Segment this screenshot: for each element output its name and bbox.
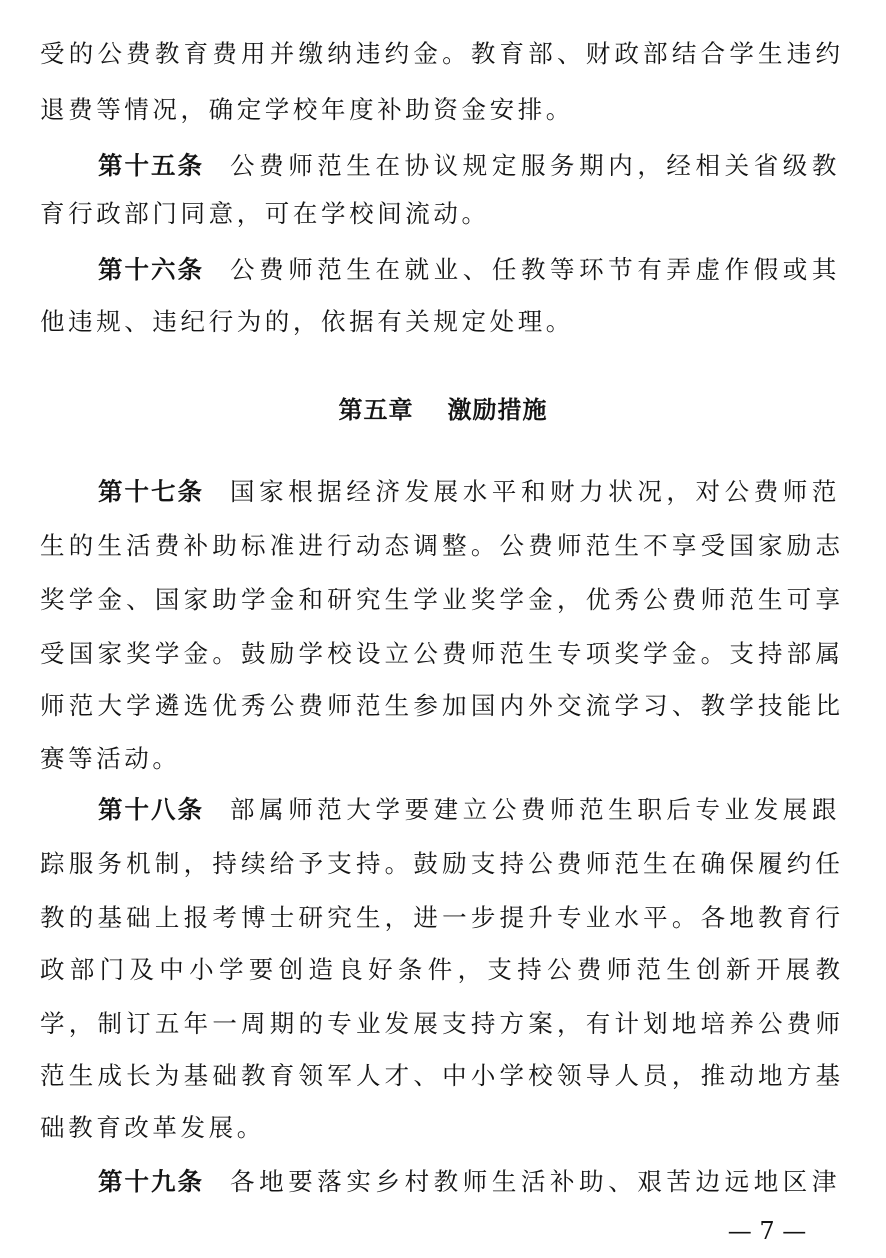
text-line: 教的基础上报考博士研究生，进一步提升专业水平。各地教育行 <box>40 903 840 932</box>
article-text: 国家根据经济发展水平和财力状况，对公费师范 <box>230 477 840 506</box>
text-line: 奖学金、国家助学金和研究生学业奖学金，优秀公费师范生可享 <box>40 585 840 614</box>
article-label: 第十九条 <box>98 1167 204 1196</box>
article-15 <box>98 140 840 192</box>
article-text: 各地要落实乡村教师生活补助、艰苦边远地区津 <box>230 1167 840 1196</box>
chapter-heading <box>0 384 886 436</box>
article-label: 第十七条 <box>98 477 204 506</box>
article-text: 公费师范生在协议规定服务期内，经相关省级教 <box>230 151 840 180</box>
text-line: 赛等活动。 <box>40 744 181 773</box>
text-line: 学，制订五年一周期的专业发展支持方案，有计划地培养公费师 <box>40 1009 840 1038</box>
article-18 <box>98 784 840 836</box>
text-line: 师范大学遴选优秀公费师范生参加国内外交流学习、教学技能比 <box>40 691 840 720</box>
text-line: 生的生活费补助标准进行动态调整。公费师范生不享受国家励志 <box>40 531 840 560</box>
text-line: 他违规、违纪行为的，依据有关规定处理。 <box>40 307 574 336</box>
text-line: 范生成长为基础教育领军人才、中小学校领导人员，推动地方基 <box>40 1061 840 1090</box>
text-line: 础教育改革发展。 <box>40 1113 265 1142</box>
article-text: 公费师范生在就业、任教等环节有弄虚作假或其 <box>230 255 840 284</box>
chapter-number: 第五章 <box>338 396 414 424</box>
text-line: 退费等情况，确定学校年度补助资金安排。 <box>40 95 574 124</box>
text-line: 受国家奖学金。鼓励学校设立公费师范生专项奖学金。支持部属 <box>40 639 840 668</box>
text-line: 政部门及中小学要创造良好条件，支持公费师范生创新开展教 <box>40 955 840 984</box>
article-17 <box>98 466 840 518</box>
article-label: 第十六条 <box>98 255 204 284</box>
article-19 <box>98 1156 840 1208</box>
chapter-title: 激励措施 <box>447 396 548 424</box>
article-text: 部属师范大学要建立公费师范生职后专业发展跟 <box>230 795 840 824</box>
text-line: 踪服务机制，持续给予支持。鼓励支持公费师范生在确保履约任 <box>40 849 840 878</box>
article-16 <box>98 244 840 296</box>
text-line: 受的公费教育费用并缴纳违约金。教育部、财政部结合学生违约 <box>40 39 840 68</box>
text-line: 育行政部门同意，可在学校间流动。 <box>40 199 490 228</box>
article-label: 第十五条 <box>98 151 204 180</box>
page-number: — 7 — <box>727 1217 807 1245</box>
article-label: 第十八条 <box>98 795 204 824</box>
